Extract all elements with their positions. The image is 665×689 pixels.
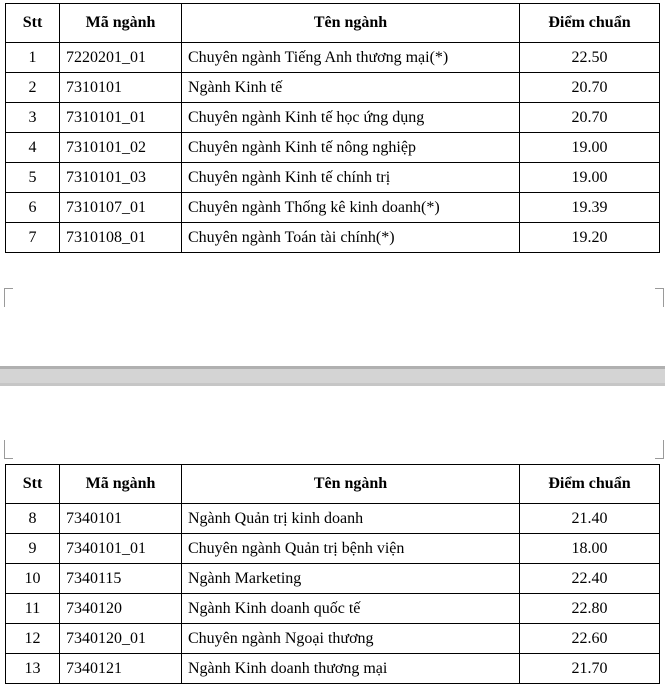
cell-ma-nganh: 7310107_01	[60, 193, 182, 223]
header-ten-nganh: Tên ngành	[182, 4, 520, 43]
table-row	[6, 654, 660, 684]
cell-stt: 8	[6, 504, 60, 534]
cell-diem-chuan: 22.50	[520, 43, 660, 73]
margin-corner-mark	[655, 288, 664, 307]
header-ma-nganh: Mã ngành	[60, 465, 182, 504]
cell-ten-nganh: Chuyên ngành Thống kê kinh doanh(*)	[182, 193, 520, 223]
cell-ten-nganh: Chuyên ngành Kinh tế học ứng dụng	[182, 103, 520, 133]
cell-ten-nganh: Ngành Marketing	[182, 564, 520, 594]
header-stt: Stt	[6, 465, 60, 504]
page-break-gap	[0, 366, 665, 386]
cell-stt: 11	[6, 594, 60, 624]
header-stt: Stt	[6, 4, 60, 43]
table-row	[6, 564, 660, 594]
header-diem-chuan: Điểm chuẩn	[520, 465, 660, 504]
cell-ma-nganh: 7340120	[60, 594, 182, 624]
cell-stt: 12	[6, 624, 60, 654]
cell-ma-nganh: 7310108_01	[60, 223, 182, 253]
cell-ten-nganh: Ngành Kinh doanh quốc tế	[182, 594, 520, 624]
table-row	[6, 43, 660, 73]
cell-diem-chuan: 19.39	[520, 193, 660, 223]
cell-diem-chuan: 21.70	[520, 654, 660, 684]
cell-diem-chuan: 19.20	[520, 223, 660, 253]
cell-ma-nganh: 7310101_01	[60, 103, 182, 133]
cell-stt: 3	[6, 103, 60, 133]
cell-diem-chuan: 22.60	[520, 624, 660, 654]
cell-diem-chuan: 19.00	[520, 163, 660, 193]
cell-ma-nganh: 7310101	[60, 73, 182, 103]
admission-scores-table-2	[5, 464, 660, 684]
cell-ten-nganh: Ngành Quản trị kinh doanh	[182, 504, 520, 534]
cell-diem-chuan: 21.40	[520, 504, 660, 534]
cell-stt: 4	[6, 133, 60, 163]
cell-ten-nganh: Chuyên ngành Ngoại thương	[182, 624, 520, 654]
cell-diem-chuan: 20.70	[520, 103, 660, 133]
margin-corner-mark	[4, 288, 13, 307]
cell-diem-chuan: 20.70	[520, 73, 660, 103]
table-row	[6, 223, 660, 253]
table-row	[6, 504, 660, 534]
cell-ten-nganh: Chuyên ngành Toán tài chính(*)	[182, 223, 520, 253]
cell-ma-nganh: 7340101	[60, 504, 182, 534]
cell-stt: 2	[6, 73, 60, 103]
cell-ten-nganh: Chuyên ngành Kinh tế nông nghiệp	[182, 133, 520, 163]
cell-diem-chuan: 22.80	[520, 594, 660, 624]
header-ma-nganh: Mã ngành	[60, 4, 182, 43]
table-header-row	[6, 465, 660, 504]
cell-ma-nganh: 7340115	[60, 564, 182, 594]
cell-diem-chuan: 19.00	[520, 133, 660, 163]
cell-diem-chuan: 18.00	[520, 534, 660, 564]
cell-stt: 10	[6, 564, 60, 594]
cell-ma-nganh: 7340120_01	[60, 624, 182, 654]
admission-scores-table-1	[5, 3, 660, 253]
table-row	[6, 193, 660, 223]
cell-stt: 7	[6, 223, 60, 253]
cell-ma-nganh: 7220201_01	[60, 43, 182, 73]
cell-ten-nganh: Ngành Kinh tế	[182, 73, 520, 103]
table-row	[6, 534, 660, 564]
cell-stt: 9	[6, 534, 60, 564]
cell-stt: 13	[6, 654, 60, 684]
cell-ten-nganh: Ngành Kinh doanh thương mại	[182, 654, 520, 684]
cell-ten-nganh: Chuyên ngành Tiếng Anh thương mại(*)	[182, 43, 520, 73]
cell-ten-nganh: Chuyên ngành Quản trị bệnh viện	[182, 534, 520, 564]
cell-ten-nganh: Chuyên ngành Kinh tế chính trị	[182, 163, 520, 193]
cell-ma-nganh: 7340101_01	[60, 534, 182, 564]
cell-stt: 5	[6, 163, 60, 193]
cell-diem-chuan: 22.40	[520, 564, 660, 594]
margin-corner-mark	[4, 440, 13, 459]
table-row	[6, 73, 660, 103]
header-diem-chuan: Điểm chuẩn	[520, 4, 660, 43]
table-header-row	[6, 4, 660, 43]
cell-ma-nganh: 7310101_03	[60, 163, 182, 193]
table-row	[6, 624, 660, 654]
cell-stt: 1	[6, 43, 60, 73]
cell-stt: 6	[6, 193, 60, 223]
table-row	[6, 103, 660, 133]
header-ten-nganh: Tên ngành	[182, 465, 520, 504]
table-row	[6, 133, 660, 163]
cell-ma-nganh: 7310101_02	[60, 133, 182, 163]
cell-ma-nganh: 7340121	[60, 654, 182, 684]
table-row	[6, 594, 660, 624]
margin-corner-mark	[655, 440, 664, 459]
table-row	[6, 163, 660, 193]
